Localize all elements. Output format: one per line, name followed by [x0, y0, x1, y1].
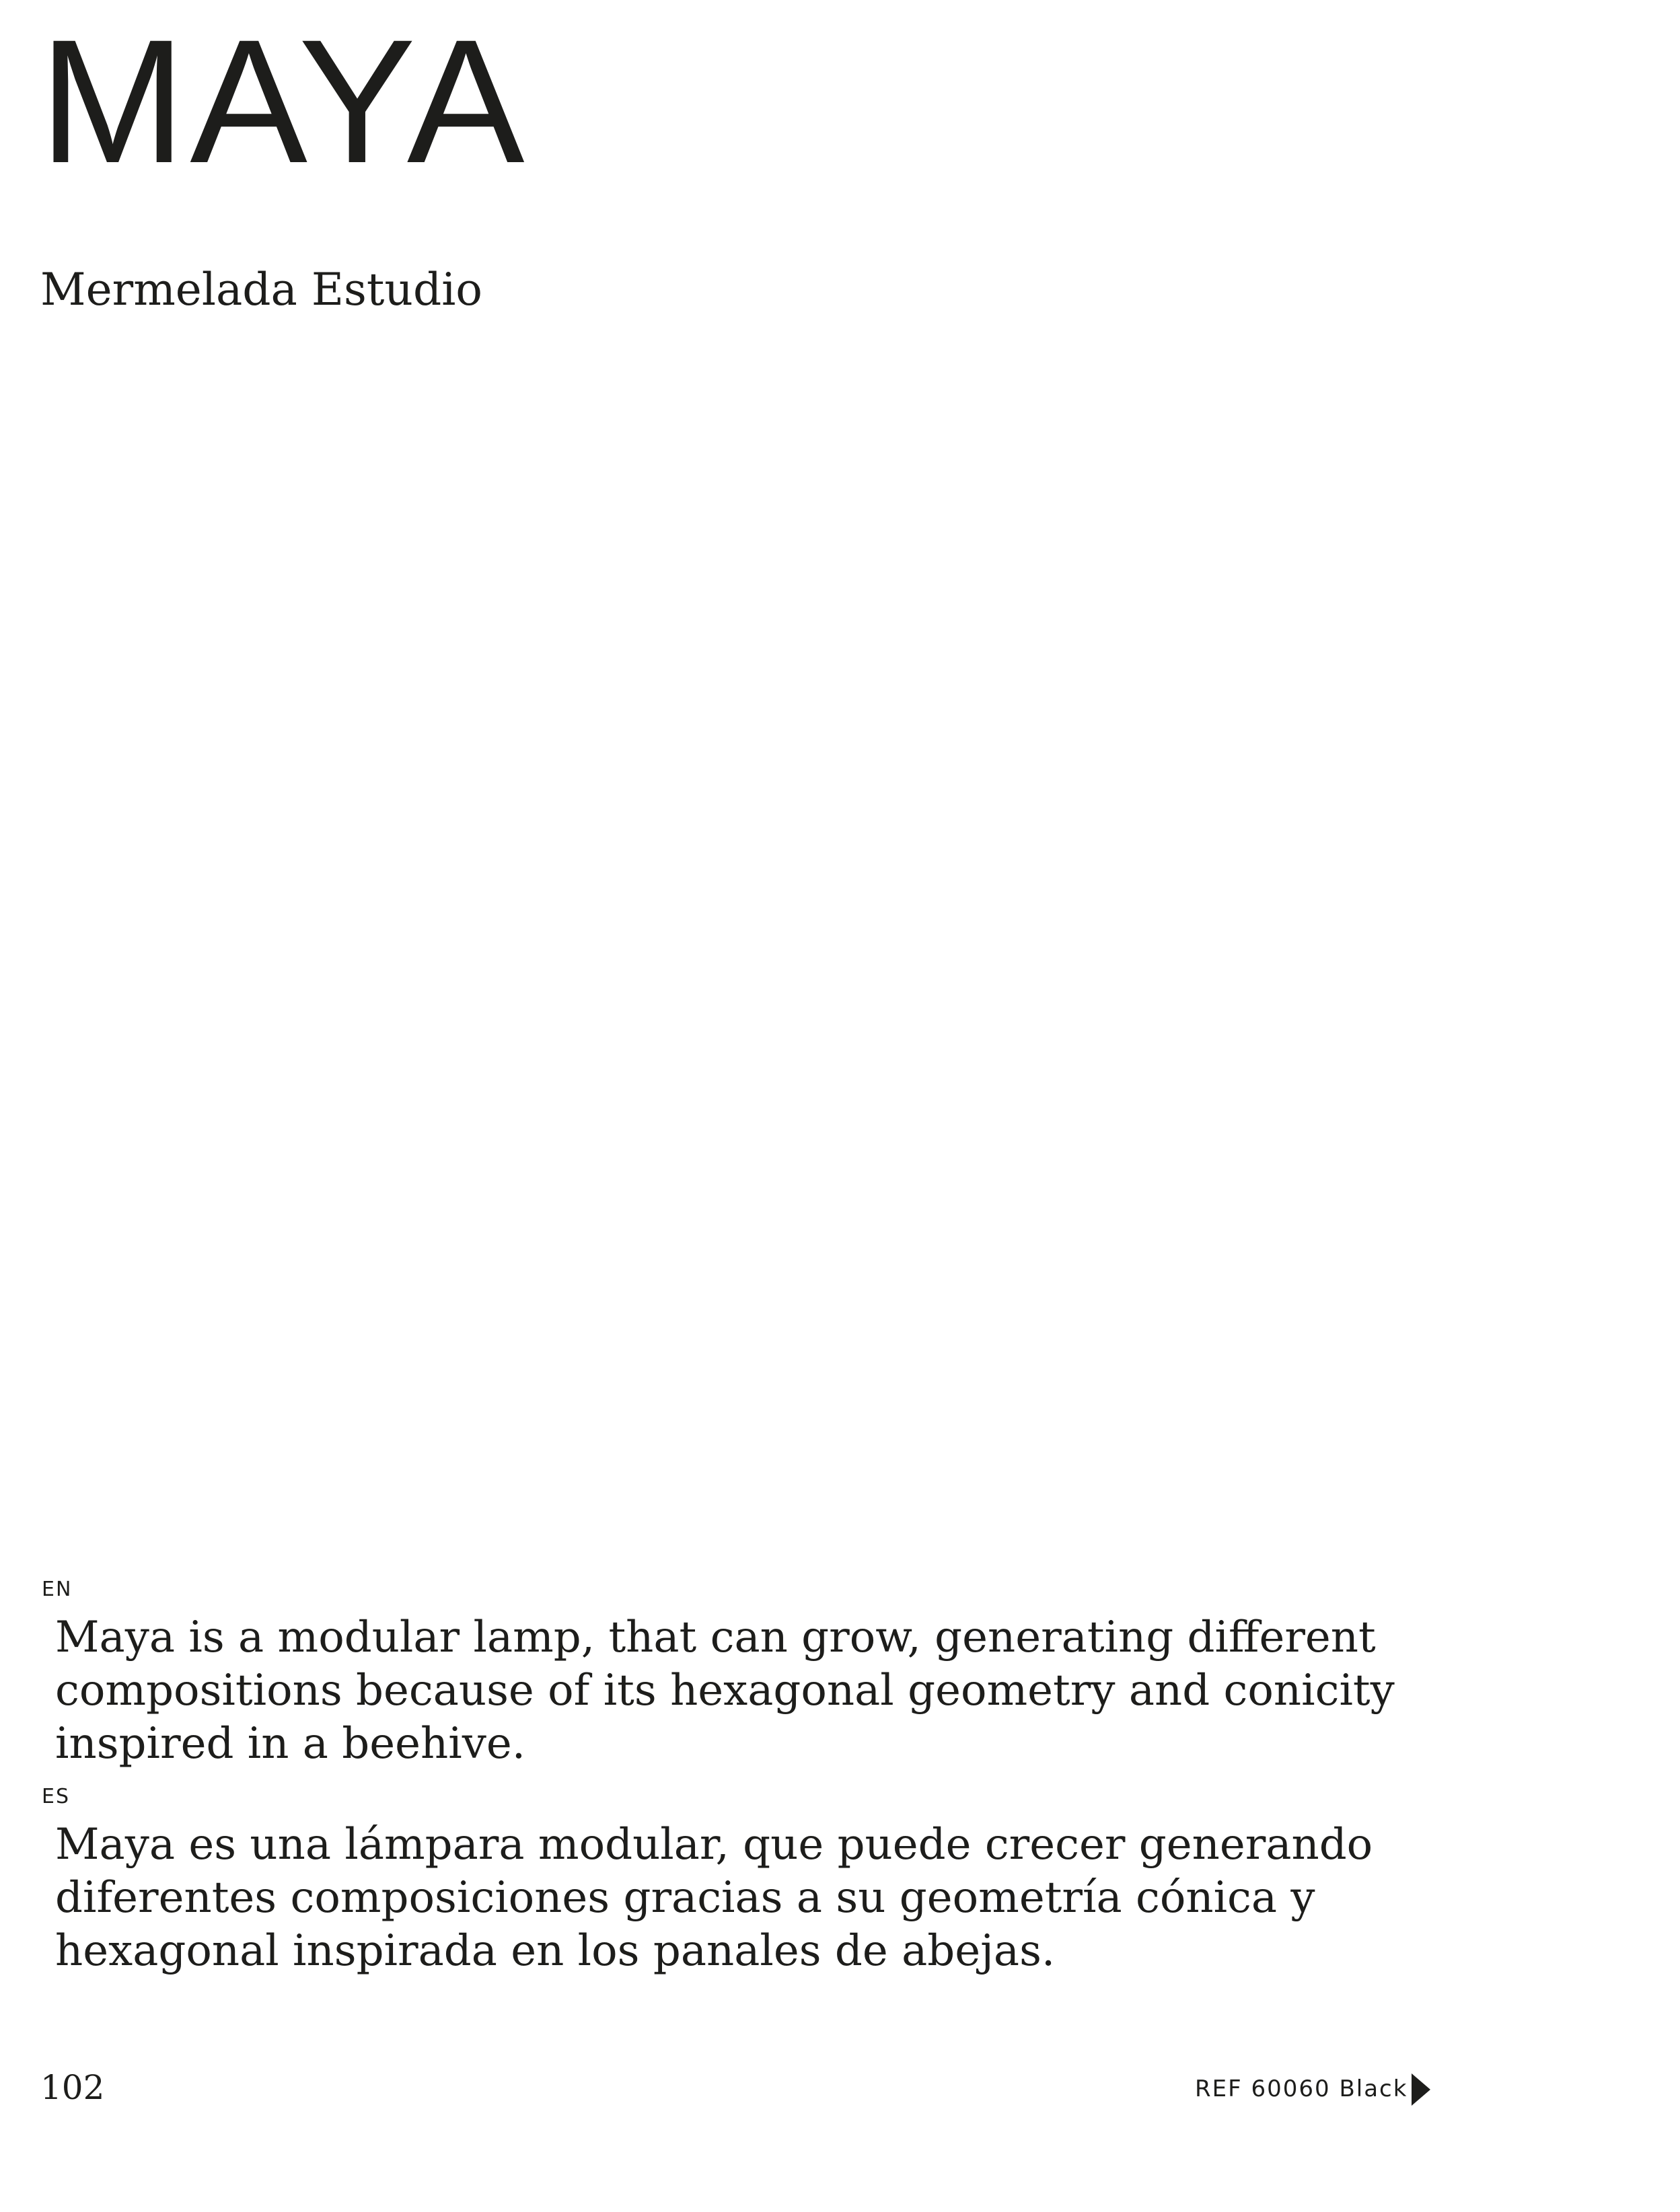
- description-es-line: diferentes composiciones gracias a su geometría cónica y: [55, 1873, 1315, 1923]
- description-es-line: hexagonal inspirada en los panales de abejas.: [55, 1926, 1056, 1976]
- product-reference: REF 60060 Black: [1195, 2075, 1408, 2102]
- language-label-es: ES: [42, 1785, 70, 1808]
- description-en-line: compositions because of its hexagonal geometry and conicity: [55, 1666, 1395, 1716]
- product-title: MAYA: [39, 3, 529, 200]
- description-es: [55, 1818, 1401, 1978]
- description-en-line: inspired in a beehive.: [55, 1719, 526, 1769]
- designer-name: Mermelada Estudio: [40, 264, 483, 316]
- triangle-right-icon[interactable]: [1412, 2073, 1430, 2106]
- description-es-line: Maya es una lámpara modular, que puede crecer generando: [55, 1820, 1373, 1870]
- language-label-en: EN: [42, 1578, 73, 1601]
- page-number: 102: [40, 2068, 105, 2107]
- description-en: [55, 1611, 1401, 1771]
- description-en-line: Maya is a modular lamp, that can grow, generating different: [55, 1613, 1376, 1662]
- triangle-right-icon-shape: [1412, 2073, 1430, 2106]
